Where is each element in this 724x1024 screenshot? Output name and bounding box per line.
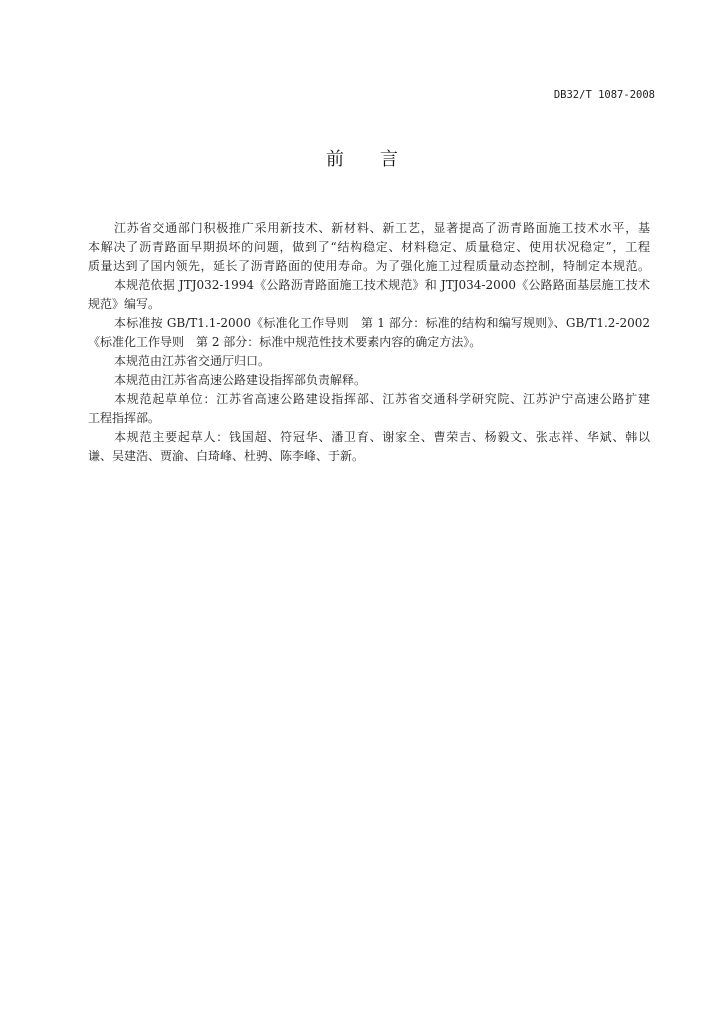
text-line: 本解决了沥青路面早期损坏的问题，做到了“结构稳定、材料稳定、质量稳定、使用状况稳定”，工程 [88,240,650,254]
text-line: 本规范由江苏省交通厅归口。 [114,354,271,368]
text-line: 本规范依据 JTJ032-1994《公路沥青路面施工技术规范》和 JTJ034-2000《公路路面基层施工技术 [114,278,650,292]
text-line: 《标准化工作导则 第 2 部分：标准中规范性技术要素内容的确定方法》。 [88,335,482,349]
text-line: 质量达到了国内领先，延长了沥青路面的使用寿命。为了强化施工过程质量动态控制，特制定本规范。 [88,259,650,273]
paragraph-standard-reference [88,314,650,352]
text-line: 谦、吴建浩、贾渝、白琦峰、杜骋、陈李峰、于新。 [88,449,365,463]
text-line: 本规范主要起草人：钱国超、符冠华、潘卫育、谢家全、曹荣吉、杨毅文、张志祥、华斌、韩以 [114,430,650,444]
text-line: 江苏省交通部门积极推广采用新技术、新材料、新工艺，显著提高了沥青路面施工技术水平，基 [114,221,650,235]
text-line: 规范》编写。 [88,297,161,311]
text-line: 本标准按 GB/T1.1-2000《标准化工作导则 第 1 部分：标准的结构和编写规则》、GB/T1.2-2002 [114,316,650,330]
paragraph-drafters [88,428,650,466]
paragraph-drafting-units [88,390,650,428]
paragraph-basis [88,276,650,314]
text-line: 工程指挥部。 [88,411,161,425]
document-number: DB32/T 1087-2008 [553,89,655,101]
paragraph-administration [88,352,650,371]
paragraph-background [88,219,650,276]
foreword-body [88,219,650,466]
page-title: 前 言 [326,149,398,170]
text-line: 本规范起草单位：江苏省高速公路建设指挥部、江苏省交通科学研究院、江苏沪宁高速公路扩建 [114,392,650,406]
text-line: 本规范由江苏省高速公路建设指挥部负责解释。 [114,373,367,387]
paragraph-interpretation [88,371,650,390]
